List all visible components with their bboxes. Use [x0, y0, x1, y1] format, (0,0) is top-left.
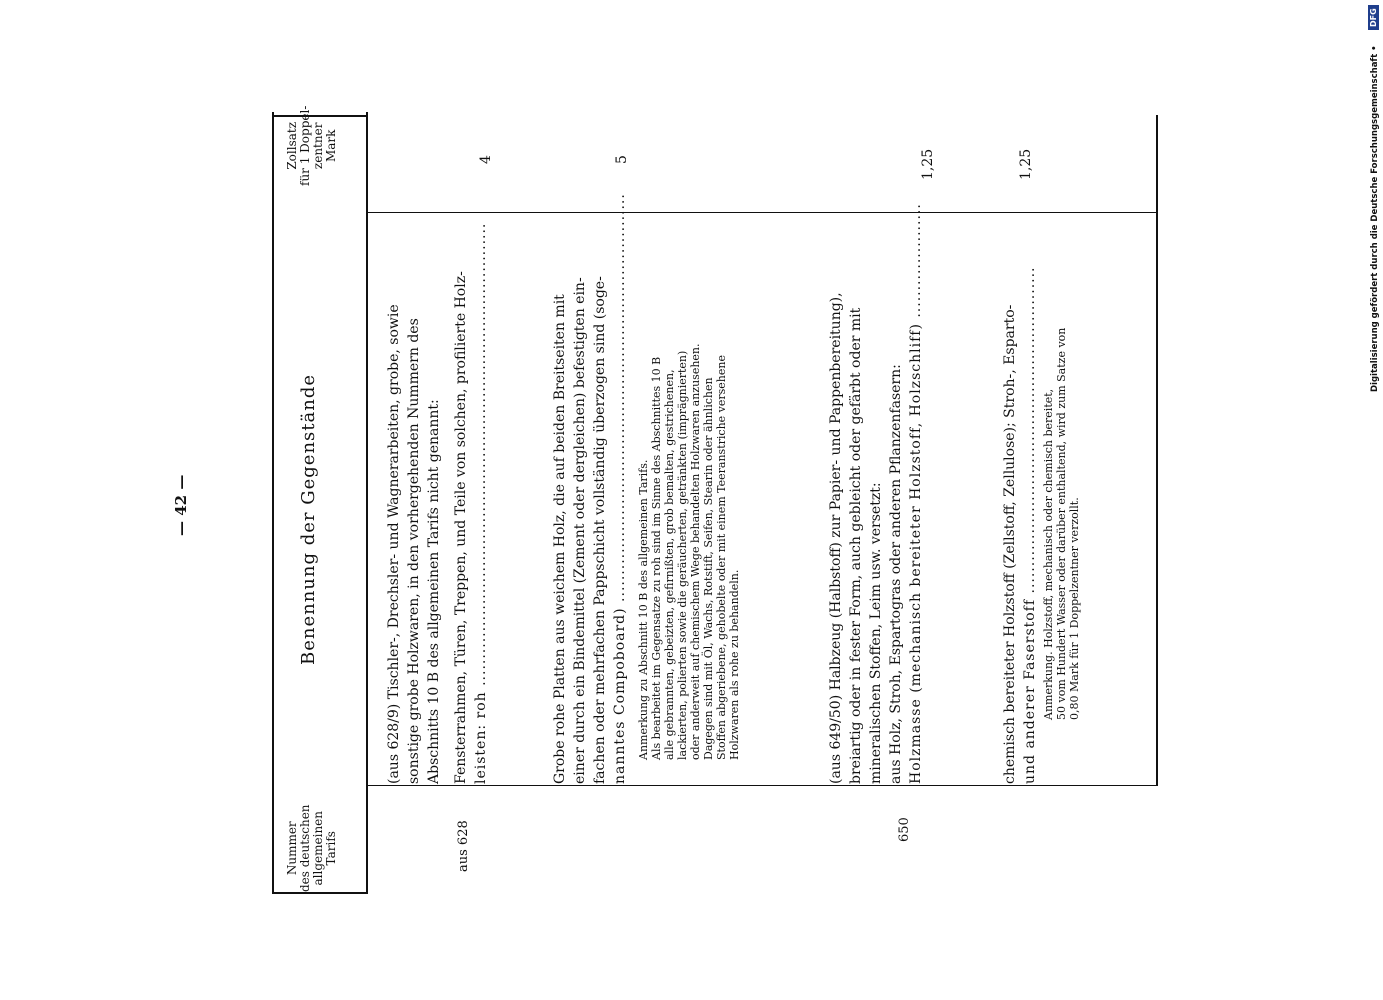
entry-1-description: (aus 628/9) Tischler-, Drechsler- und Wagnerarbeiten, grobe, sowie sonstige grobe Holzwaren, in den vorhergehenden Nummern des Abschnitts 10 B des allgemeinen Tarifs nicht genannt:: [386, 304, 442, 784]
header-name-column: Benennung der Gegenstände: [298, 373, 319, 665]
table-header-rule: [272, 892, 368, 894]
entry-3-description: Grobe rohe Platten aus weichem Holz, die auf beiden Breitseiten mit einer durch ein Bindemittel (Zement oder dergleichen) befestigten ein- fachen oder mehrfachen Pappschicht vollständig überzogen sind (soge- nanntes Compoboard) ...........................................................................: [552, 193, 628, 784]
entry-3-note: Anmerkung zu Abschnitt 10 B des allgemeinen Tarifs. Als bearbeitet im Gegensatze zu roh sind im Sinne des Abschnittes 10 B alle gebrannten, gebeizten, gefirnißten, grob bemalten, gestrichenen, lackierten, polierten sowie die geräucherten, getränkten (imprägnierten) oder anderweit auf chemischem Wege behandelten Holzwaren anzusehen. Dagegen sind mit Öl, Wachs, Rotstift, Seifen, Stearin oder ähnlichen Stoffen abgeriebene, gehobelte oder mit einem Teeranstriche versehene Holzwaren als rohe zu behandeln.: [637, 343, 741, 760]
page-number: — 42 —: [172, 474, 190, 536]
entry-4-number: 650: [897, 817, 912, 842]
entry-5-note: Anmerkung. Holzstoff, mechanisch oder chemisch bereitet, 50 vom Hundert Wasser oder darüber enthaltend, wird zum Satze von 0,80 Mark für 1 Doppelzentner verzollt.: [1042, 327, 1081, 720]
entry-2-number: aus 628: [456, 820, 471, 872]
entry-4-rate: 1,25: [920, 148, 936, 180]
entry-5-description: chemisch bereiteter Holzstoff (Zellstoff, Zellulose); Stroh-, Esparto- und anderer Faserstoff ............................................................: [1002, 266, 1038, 784]
entry-2-description: Fensterrahmen, Türen, Treppen, und Teile von solchen, profilierte Holz- leisten: roh .....................................................................................: [453, 222, 489, 784]
column-rule-rate: [366, 212, 1158, 213]
header-rate-column: Zollsatz für 1 Doppel- zentner Mark: [285, 105, 338, 186]
header-number-column: Nummer des deutschen allgemeinen Tarifs: [285, 804, 338, 892]
table-left-border: [272, 112, 274, 892]
table-bottom-rule: [1156, 115, 1158, 785]
entry-4-description: (aus 649/50) Halbzeug (Halbstoff) zur Papier- und Pappenbereitung), breiartig oder in fester Form, auch gebleicht oder gefärbt oder mit mineralischen Stoffen, Leim usw. versetzt: aus Holz, Stroh, Espartogras oder anderen Pflanzenfasern: Holzmasse (mechanisch bereiteter Holzstoff, Holzschliff) .....................: [828, 203, 924, 784]
dfg-logo: DFG: [1368, 5, 1379, 30]
column-rule-number: [366, 785, 1158, 786]
entry-5-rate: 1,25: [1018, 148, 1034, 180]
entry-2-rate: 4: [478, 155, 494, 164]
digitization-credit: Digitalisierung gefördert durch die Deutsche Forschungsgemeinschaft •: [1370, 45, 1380, 392]
entry-3-rate: 5: [614, 155, 630, 164]
header-separator-line: [366, 112, 368, 892]
